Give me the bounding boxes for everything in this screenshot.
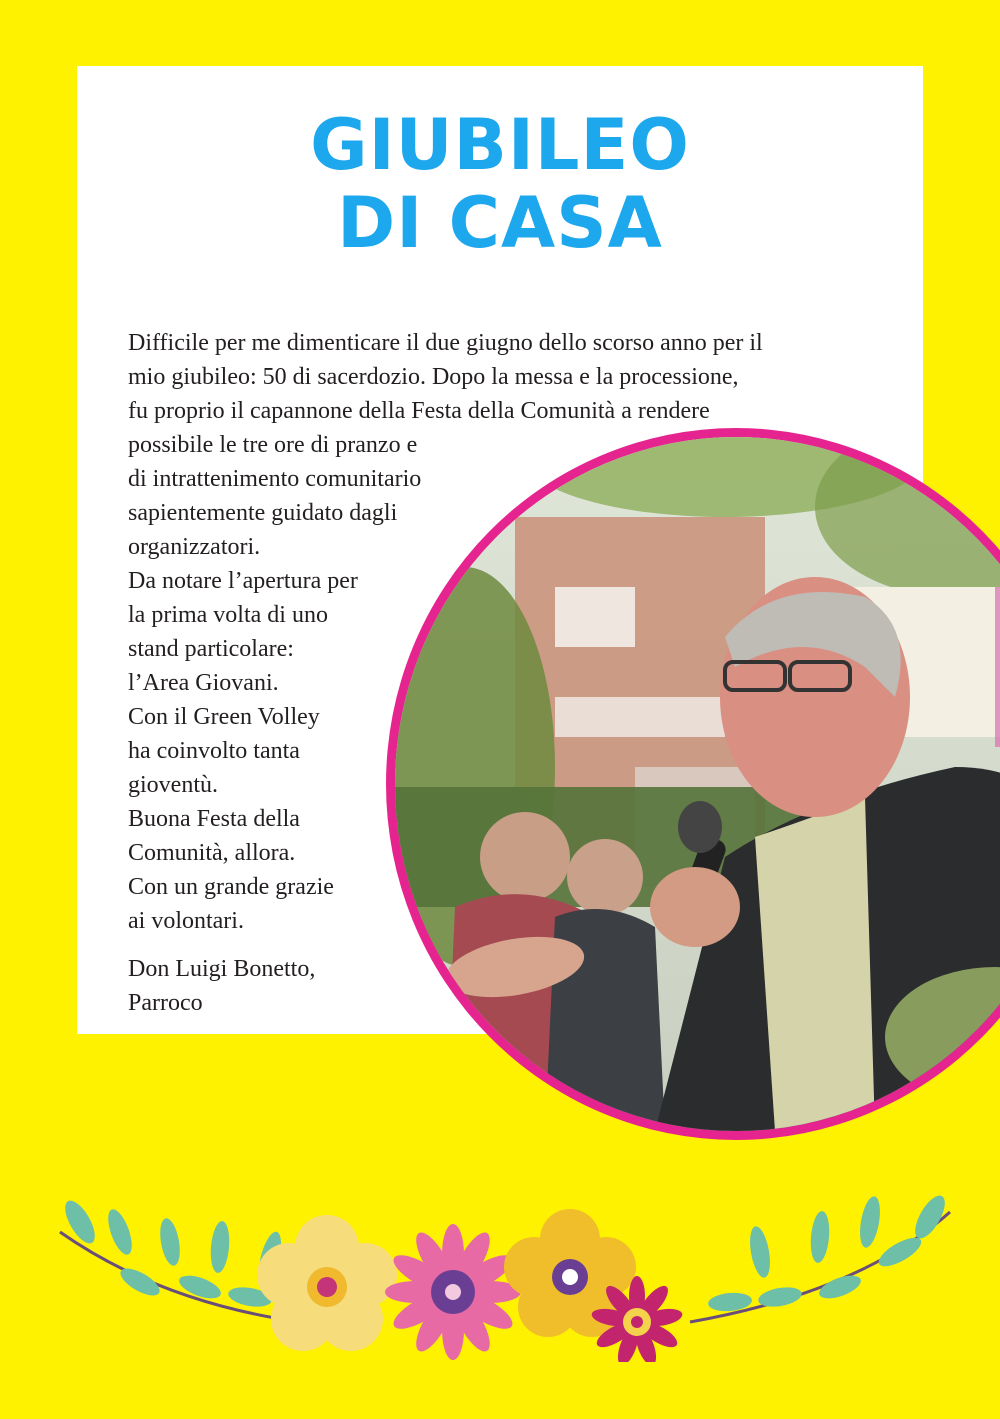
- text-line: mio giubileo: 50 di sacerdozio. Dopo la messa e la processione,: [128, 364, 739, 390]
- text-line: Difficile per me dimenticare il due giugno dello scorso anno per il: [128, 330, 763, 356]
- text-line: organizzatori.: [128, 534, 261, 560]
- text-line: possibile le tre ore di pranzo e: [128, 432, 418, 458]
- photo-illustration: [395, 437, 1000, 1131]
- text-line: la prima volta di uno: [128, 602, 328, 628]
- title-line-1: GIUBILEO: [310, 104, 690, 186]
- signature-role: Parroco: [128, 990, 203, 1016]
- text-line: ai volontari.: [128, 908, 244, 934]
- page-title: [0, 106, 1000, 262]
- text-line: Con un grande grazie: [128, 874, 334, 900]
- text-line: Con il Green Volley: [128, 704, 320, 730]
- text-line: Buona Festa della: [128, 806, 300, 832]
- title-line-2: DI CASA: [337, 182, 663, 264]
- text-line: ha coinvolto tanta: [128, 738, 300, 764]
- text-line: gioventù.: [128, 772, 218, 798]
- text-line: Da notare l’apertura per: [128, 568, 358, 594]
- signature-name: Don Luigi Bonetto,: [128, 956, 316, 982]
- text-line: fu proprio il capannone della Festa della Comunità a rendere: [128, 398, 710, 424]
- text-line: stand particolare:: [128, 636, 294, 662]
- text-line: l’Area Giovani.: [128, 670, 279, 696]
- text-line: di intrattenimento comunitario: [128, 466, 422, 492]
- text-line: Comunità, allora.: [128, 840, 296, 866]
- text-line: sapientemente guidato dagli: [128, 500, 398, 526]
- flower-garland-decoration: [40, 1192, 970, 1362]
